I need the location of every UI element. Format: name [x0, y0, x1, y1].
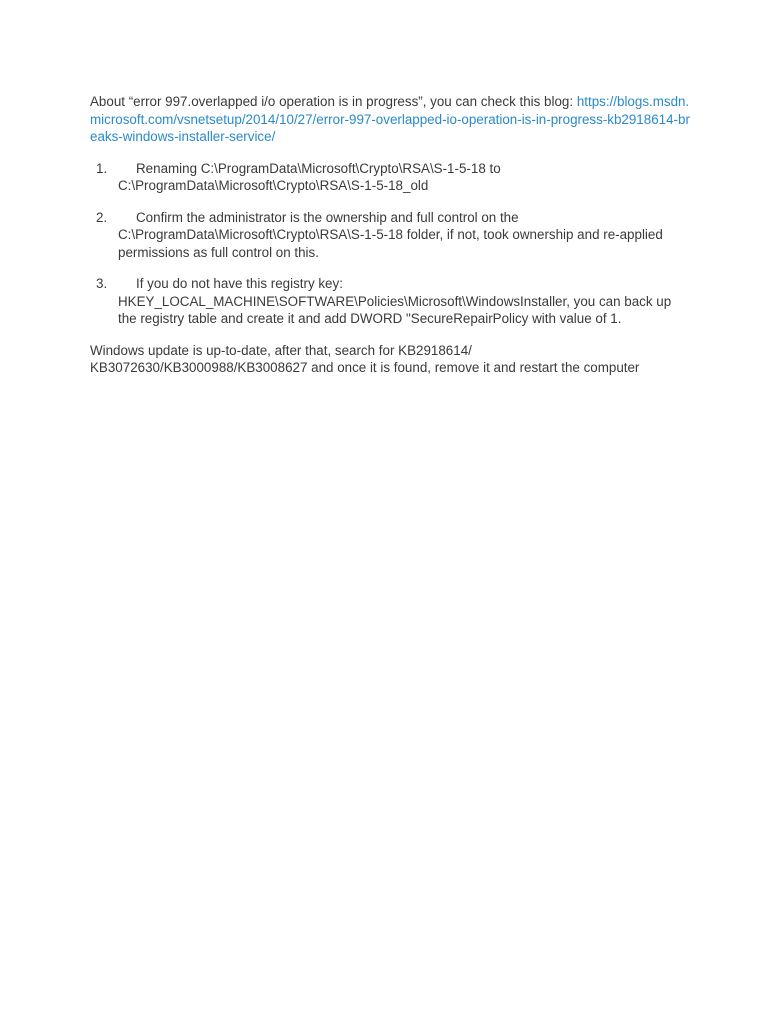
step-text: Confirm the administrator is the ownership and full control on the C:\ProgramData\Microsoft\Crypto\RSA\S-1-5-18 folder, if not, took ownership and re-applied permissions as full control on this.: [118, 209, 663, 260]
list-item: [90, 275, 690, 328]
steps-list: [90, 160, 690, 328]
outro-paragraph: Windows update is up-to-date, after that, search for KB2918614/ KB3072630/KB3000988/KB3008627 and once it is found, remove it and restart the computer: [90, 342, 640, 375]
step-number: 2.: [96, 209, 108, 225]
step-text: If you do not have this registry key: HKEY_LOCAL_MACHINE\SOFTWARE\Policies\Microsoft\WindowsInstaller, you can back up the registry table and create it and add DWORD "SecureRepairPolicy with value of 1.: [118, 276, 672, 326]
list-item: [90, 209, 690, 262]
intro-paragraph: [90, 93, 690, 146]
document-body: [90, 93, 690, 377]
step-number: 1.: [96, 160, 108, 176]
intro-text: About “error 997.overlapped i/o operation is in progress”, you can check this blog:: [90, 94, 574, 109]
step-text: Renaming C:\ProgramData\Microsoft\Crypto\RSA\S-1-5-18 to C:\ProgramData\Microsoft\Crypto\RSA\S-1-5-18_old: [118, 160, 501, 193]
list-item: [90, 160, 690, 195]
step-number: 3.: [96, 276, 108, 291]
blog-link[interactable]: https://blogs.msdn.microsoft.com/vsnetsetup/2014/10/27/error-997-overlapped-io-operation-is-in-progress-kb2918614-breaks-windows-installer-service/: [90, 94, 690, 144]
